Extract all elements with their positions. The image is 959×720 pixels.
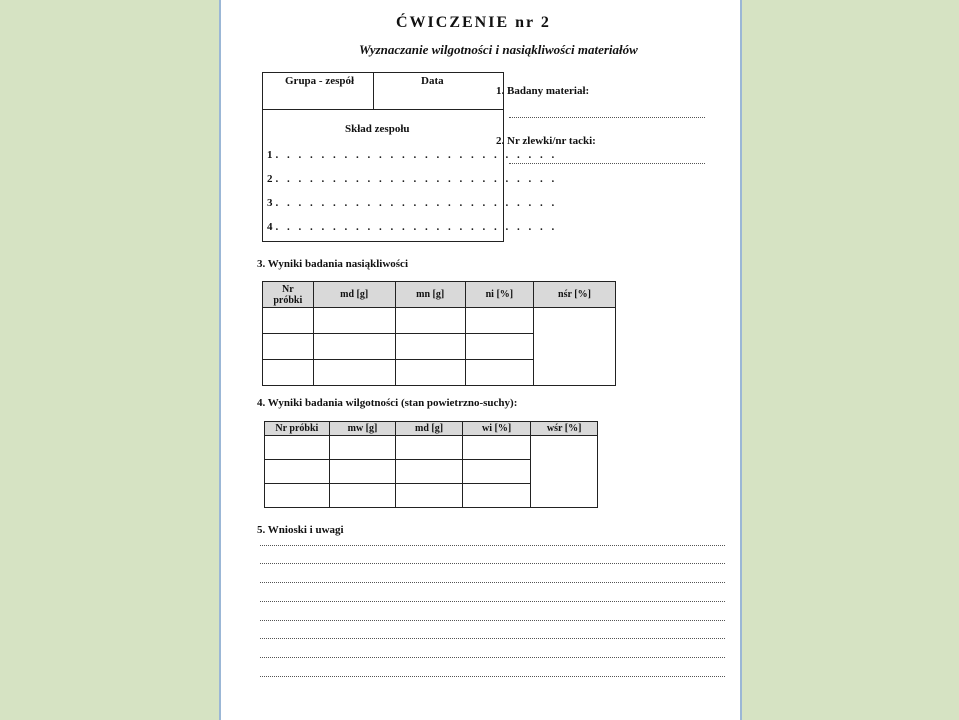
absorption-col-sample — [263, 282, 314, 308]
table-cell[interactable] — [329, 484, 396, 508]
notes-line-7[interactable] — [260, 657, 725, 658]
group-date-row — [263, 73, 503, 110]
moisture-col-wi: wi [%] — [462, 422, 531, 436]
moisture-table — [264, 421, 598, 508]
table-cell[interactable] — [265, 436, 330, 460]
table-cell[interactable] — [462, 484, 531, 508]
notes-line-5[interactable] — [260, 620, 725, 621]
material-label: 1. Badany materiał: — [496, 85, 590, 97]
moisture-average-cell[interactable] — [531, 436, 598, 508]
tray-dotted-line — [509, 163, 705, 164]
table-cell[interactable] — [465, 360, 533, 386]
notes-line-3[interactable] — [260, 582, 725, 583]
member-line-3: 3. . . . . . . . . . . . . . . . . . . . . . . . . — [267, 197, 558, 209]
table-cell[interactable] — [263, 308, 314, 334]
page-title: ĆWICZENIE nr 2 — [396, 14, 551, 31]
moisture-table-header — [265, 422, 598, 436]
table-cell[interactable] — [263, 334, 314, 360]
section3-heading: 3. Wyniki badania nasiąkliwości — [257, 258, 408, 270]
table-cell[interactable] — [396, 460, 463, 484]
table-cell[interactable] — [329, 436, 396, 460]
date-label: Data — [421, 75, 444, 87]
absorption-table — [262, 281, 616, 386]
notes-line-1[interactable] — [260, 545, 725, 546]
moisture-col-mw: mw [g] — [329, 422, 396, 436]
table-cell[interactable] — [313, 308, 395, 334]
col-sample-line1: Nr — [282, 283, 294, 295]
notes-line-6[interactable] — [260, 638, 725, 639]
right-margin-panel — [740, 0, 959, 720]
tray-label: 2. Nr zlewki/nr tacki: — [496, 135, 596, 147]
table-cell[interactable] — [462, 460, 531, 484]
material-dotted-line — [509, 117, 705, 118]
member-line-4: 4. . . . . . . . . . . . . . . . . . . . . . . . . — [267, 221, 558, 233]
table-cell[interactable] — [395, 360, 465, 386]
table-cell[interactable] — [265, 460, 330, 484]
moisture-col-md: md [g] — [396, 422, 463, 436]
table-cell[interactable] — [395, 308, 465, 334]
table-cell[interactable] — [395, 334, 465, 360]
table-cell[interactable] — [313, 334, 395, 360]
member-line-1: 1. . . . . . . . . . . . . . . . . . . . . . . . . — [267, 149, 558, 161]
section5-heading: 5. Wnioski i uwagi — [257, 524, 344, 536]
team-label: Skład zespołu — [345, 123, 410, 135]
table-cell[interactable] — [263, 360, 314, 386]
worksheet-page — [221, 0, 740, 720]
table-cell[interactable] — [462, 436, 531, 460]
table-row — [263, 308, 616, 334]
col-sample-line2: próbki — [273, 294, 303, 306]
member-line-2: 2. . . . . . . . . . . . . . . . . . . . . . . . . — [267, 173, 558, 185]
notes-line-8[interactable] — [260, 676, 725, 677]
table-cell[interactable] — [313, 360, 395, 386]
absorption-col-md: md [g] — [313, 282, 395, 308]
page-subtitle: Wyznaczanie wilgotności i nasiąkliwości materiałów — [359, 42, 638, 57]
moisture-col-sample: Nr próbki — [265, 422, 330, 436]
notes-line-2[interactable] — [260, 563, 725, 564]
table-cell[interactable] — [396, 484, 463, 508]
table-cell[interactable] — [465, 334, 533, 360]
absorption-col-nsr: nśr [%] — [533, 282, 615, 308]
absorption-col-mn: mn [g] — [395, 282, 465, 308]
table-cell[interactable] — [329, 460, 396, 484]
table-cell[interactable] — [465, 308, 533, 334]
table-cell[interactable] — [265, 484, 330, 508]
table-row — [265, 436, 598, 460]
section4-heading: 4. Wyniki badania wilgotności (stan powietrzno-suchy): — [257, 397, 518, 409]
table-cell[interactable] — [396, 436, 463, 460]
notes-line-4[interactable] — [260, 601, 725, 602]
left-margin-panel — [0, 0, 221, 720]
absorption-table-header — [263, 282, 616, 308]
moisture-col-wsr: wśr [%] — [531, 422, 598, 436]
group-label: Grupa - zespół — [285, 75, 355, 87]
absorption-col-ni: ni [%] — [465, 282, 533, 308]
absorption-average-cell[interactable] — [533, 308, 615, 386]
